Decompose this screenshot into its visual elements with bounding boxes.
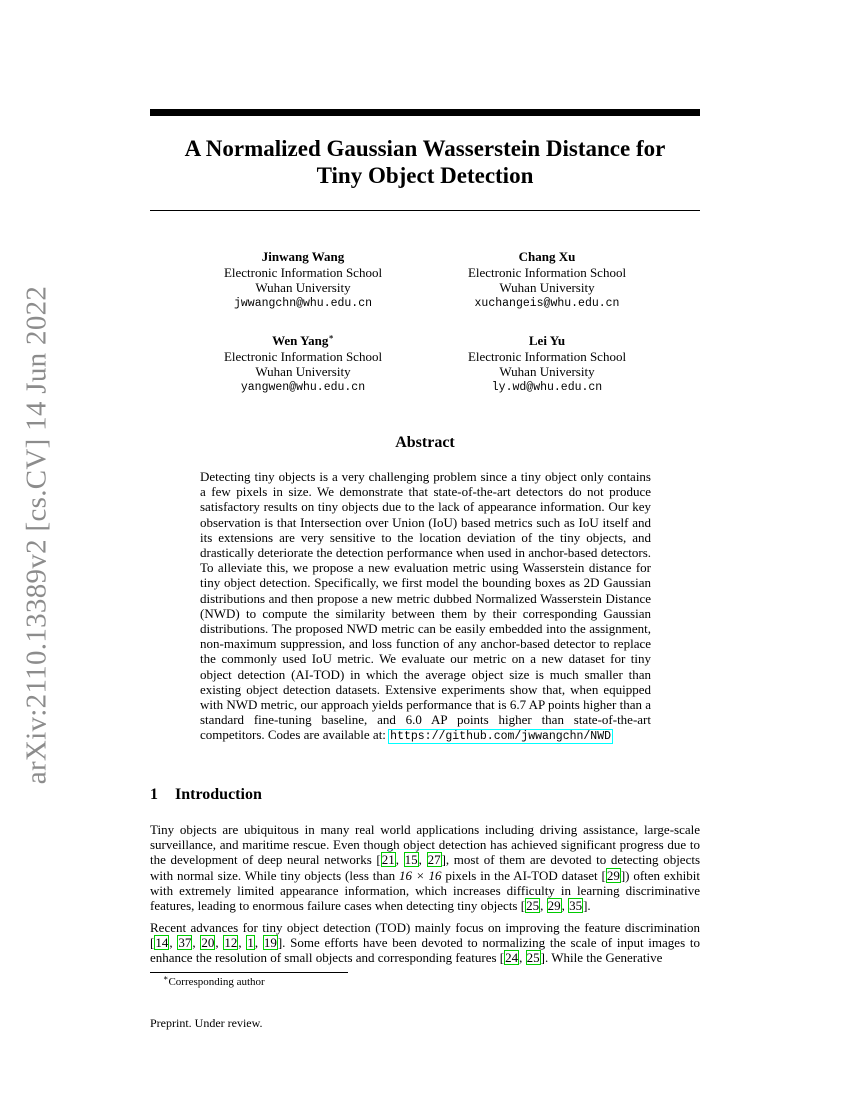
author-university: Wuhan University — [499, 280, 595, 295]
footnote-mark: ∗ — [163, 973, 169, 983]
author-block-4 — [447, 333, 647, 395]
section-number: 1 — [150, 786, 158, 803]
title-bottom-rule — [150, 210, 700, 211]
arxiv-stamp: arXiv:2110.13389v2 [cs.CV] 14 Jun 2022 — [20, 285, 53, 785]
footnote-rule — [150, 972, 348, 973]
title-line-2: Tiny Object Detection — [316, 163, 534, 188]
paper-title — [150, 135, 700, 189]
preprint-note: Preprint. Under review. — [150, 1016, 263, 1030]
code-availability-text: Codes are available at: — [267, 727, 386, 743]
author-email[interactable]: xuchangeis@whu.edu.cn — [474, 296, 620, 310]
math-expression: 16 × 16 — [398, 867, 442, 883]
title-top-rule — [150, 109, 700, 116]
citation-link[interactable]: 25 — [526, 950, 540, 966]
author-email[interactable]: ly.wd@whu.edu.cn — [491, 380, 603, 394]
title-line-1: A Normalized Gaussian Wasserstein Distance for — [184, 136, 666, 161]
author-university: Wuhan University — [255, 280, 351, 295]
citation-link[interactable]: 29 — [547, 898, 561, 914]
author-name: Chang Xu — [518, 249, 576, 264]
citation-link[interactable]: 27 — [427, 852, 441, 868]
footnote — [163, 973, 265, 988]
citation-link[interactable]: 14 — [155, 935, 169, 951]
author-block-1 — [203, 249, 403, 311]
author-block-3 — [203, 333, 403, 395]
code-link[interactable]: https://github.com/jwwangchn/NWD — [390, 730, 612, 744]
author-affiliation: Electronic Information School — [467, 348, 627, 364]
author-name: Jinwang Wang — [261, 249, 345, 264]
author-affiliation: Electronic Information School — [467, 264, 627, 280]
citation-link[interactable]: 20 — [201, 935, 215, 951]
abstract-text: Detecting tiny objects is a very challenging problem since a tiny object only contains a few pixels in size. We demonstrate that state-of-the-art detectors do not produce satisfactory results on tiny objects due to the lack of appearance information. Our key observation is that Intersection over Union (IoU) based metrics such as IoU itself and its extensions are very sensitive to the location deviation of the tiny objects, and drastically deteriorate the detection performance when used in anchor-based detectors. To alleviate this, we propose a new evaluation metric using Wasserstein distance for tiny object detection. Specifically, we first model the bounding boxes as 2D Gaussian distributions and then propose a new metric dubbed Normalized Wasserstein Distance (NWD) to compute the similarity between them by their corresponding Gaussian distributions. The proposed NWD metric can be easily embedded into the assignment, non-maximum suppression, and loss function of any anchor-based detector to replace the commonly used IoU metric. We evaluate our metric on a new dataset for tiny object detection (AI-TOD) in which the average object size is much smaller than existing object detection datasets. Extensive experiments show that, when equipped with NWD metric, our approach yields performance that is 6.7 AP points higher than a standard fine-tuning baseline, and 6.0 AP points higher than state-of-the-art competitors. — [200, 469, 651, 743]
author-email[interactable]: yangwen@whu.edu.cn — [240, 380, 366, 394]
author-name: Lei Yu — [528, 333, 566, 348]
author-affiliation: Electronic Information School — [223, 348, 383, 364]
author-name: Wen Yang∗ — [272, 332, 334, 348]
citation-link[interactable]: 12 — [224, 935, 238, 951]
section-heading-introduction — [150, 786, 262, 804]
abstract-heading: Abstract — [395, 434, 455, 451]
abstract-body — [200, 469, 651, 745]
citation-link[interactable]: 25 — [526, 898, 540, 914]
citation-link[interactable]: 1 — [247, 935, 254, 951]
citation-link[interactable]: 35 — [569, 898, 583, 914]
citation-link[interactable]: 24 — [505, 950, 519, 966]
intro-paragraph-2: Recent advances for tiny object detection (TOD) mainly focus on improving the feature discrimination [14, 37, 20, 12, 1, 19]. Some efforts have been devoted to normalizing the scale of input images to enhance the resolution of small objects and corresponding features [24, 25]. While the Generative — [150, 920, 700, 966]
section-title: Introduction — [175, 786, 262, 803]
footnote-text: Corresponding author — [168, 976, 265, 988]
author-university: Wuhan University — [255, 364, 351, 379]
author-block-2 — [447, 249, 647, 311]
citation-link[interactable]: 15 — [404, 852, 418, 868]
author-university: Wuhan University — [499, 364, 595, 379]
citation-link[interactable]: 29 — [606, 867, 620, 883]
citation-link[interactable]: 19 — [263, 935, 277, 951]
author-affiliation: Electronic Information School — [223, 264, 383, 280]
corresponding-author-mark[interactable]: ∗ — [328, 332, 334, 342]
intro-paragraph-1: Tiny objects are ubiquitous in many real world applications including driving assistance, large-scale surveillance, and maritime rescue. Even though object detection has achieved significant progress due to the development of deep neural networks [21, 15, 27], most of them are devoted to detecting objects with normal size. While tiny objects (less than 16 × 16 pixels in the AI-TOD dataset [29]) often exhibit with extremely limited appearance information, which increases difficulty in learning discriminative features, leading to enormous failure cases when detecting tiny objects [25, 29, 35]. — [150, 822, 701, 914]
citation-link[interactable]: 37 — [178, 935, 192, 951]
author-email[interactable]: jwwangchn@whu.edu.cn — [233, 296, 373, 310]
citation-link[interactable]: 21 — [381, 852, 395, 868]
